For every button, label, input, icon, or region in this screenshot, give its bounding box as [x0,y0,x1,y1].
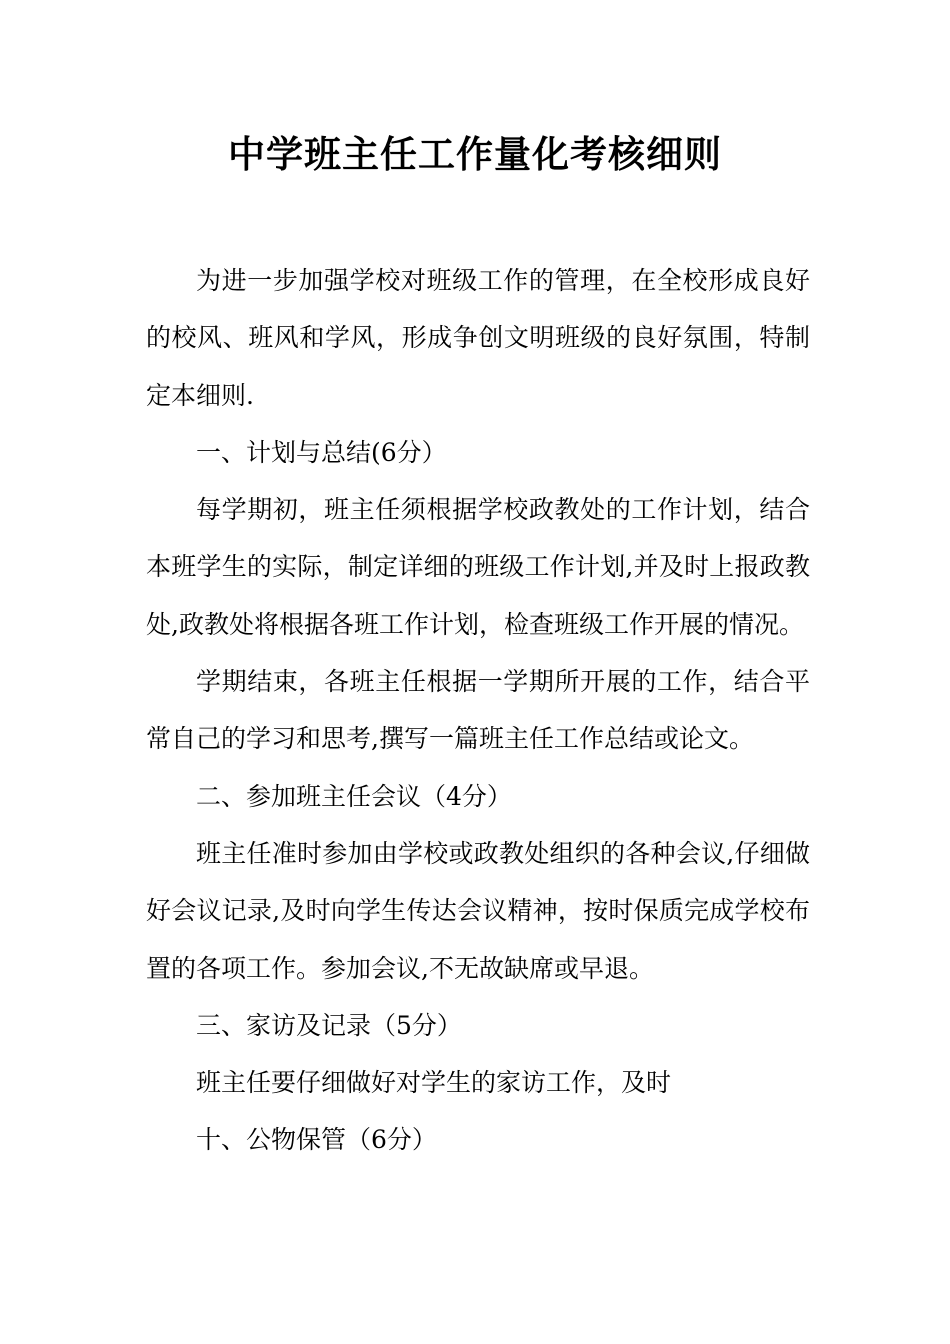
paragraph-plan: 每学期初，班主任须根据学校政教处的工作计划，结合本班学生的实际，制定详细的班级工作计划,并及时上报政教处,政教处将根据各班工作计划，检查班级工作开展的情况。 [146,495,810,639]
section-heading-home-visits: 三、家访及记录（5分） [196,1010,462,1040]
document-body [146,252,810,1169]
section-heading-property-care: 十、公物保管（6分） [196,1125,437,1155]
section-heading-plan-summary: 一、计划与总结(6分） [196,437,447,467]
paragraph-summary: 学期结束，各班主任根据一学期所开展的工作，结合平常自己的学习和思考,撰写一篇班主任工作总结或论文。 [146,667,810,754]
paragraph-home-visits: 班主任要仔细做好对学生的家访工作，及时 [196,1068,672,1098]
paragraph-meetings: 班主任准时参加由学校或政教处组织的各种会议,仔细做好会议记录,及时向学生传达会议精神，按时保质完成学校布置的各项工作。参加会议,不无故缺席或早退。 [146,838,810,983]
document-title: 中学班主任工作量化考核细则 [228,132,722,176]
intro-paragraph: 为进一步加强学校对班级工作的管理，在全校形成良好的校风、班风和学风，形成争创文明班级的良好氛围，特制定本细则. [146,266,810,410]
section-heading-meetings: 二、参加班主任会议（4分） [196,781,512,811]
